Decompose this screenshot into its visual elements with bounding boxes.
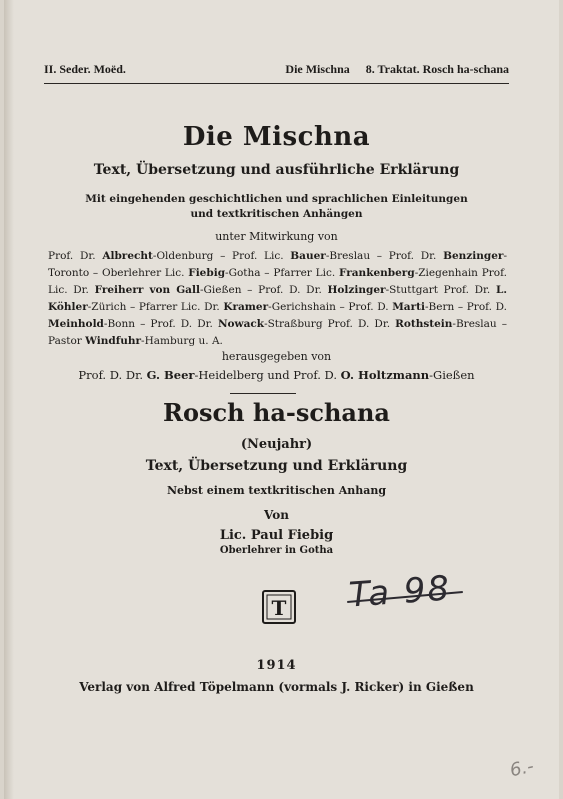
contributor-name: Nowack <box>217 318 265 330</box>
editor2-suffix: -Gießen <box>429 368 475 382</box>
volume-title: Rosch ha-schana <box>163 398 390 427</box>
publisher-line: Verlag von Alfred Töpelmann (vormals J. Ricker) in Gießen <box>79 680 474 694</box>
contributor-name: Freiherr von Gall <box>94 284 200 296</box>
series-subtitle-2 <box>34 192 519 222</box>
contributor-affiliation: -Bern – Prof. D. <box>425 301 507 313</box>
series-subtitle: Text, Übersetzung und ausführliche Erklärung <box>93 162 460 178</box>
editors-line <box>34 368 519 382</box>
pencil-price-note: 6.- <box>508 755 536 782</box>
contributor-affiliation: -Breslau – Pastor <box>48 318 508 347</box>
author-name: Lic. Paul Fiebig <box>219 528 334 543</box>
contributor-name: Bauer <box>290 250 326 262</box>
contributor-affiliation: -Oldenburg – Prof. Lic. <box>152 250 291 262</box>
contributor-affiliation: -Toronto – Oberlehrer Lic. <box>48 250 507 279</box>
editor1-name: G. Beer <box>146 368 195 382</box>
contributor-affiliation: -Hamburg u. A. <box>141 335 223 347</box>
contributor-affiliation: -Bonn – Prof. D. Dr. <box>103 318 218 330</box>
running-head-right: 8. Traktat. Rosch ha-schana <box>365 62 509 76</box>
contributor-affiliation: -Ziegenhain Prof. Lic. Dr. <box>48 267 507 296</box>
contributor-name: Meinhold <box>48 318 104 330</box>
contributor-prefix: Prof. Dr. <box>48 250 103 262</box>
author-role: Oberlehrer in Gotha <box>219 545 334 556</box>
collaboration-label: unter Mitwirkung von <box>215 230 338 243</box>
volume-subtitle: Text, Übersetzung und Erklärung <box>145 458 408 474</box>
top-rule <box>44 83 509 84</box>
contributor-name: Windfuhr <box>85 335 142 347</box>
contributor-name: Marti <box>392 301 425 313</box>
contributor-affiliation: -Stuttgart Prof. Dr. <box>385 284 496 296</box>
running-head-center: Die Mischna <box>285 62 350 76</box>
svg-text:T: T <box>271 596 287 620</box>
editor1-suffix: -Heidelberg und Prof. D. <box>194 368 341 382</box>
series-subtitle-2-line-2: und textkritischen Anhängen <box>190 208 363 220</box>
contributor-name: Frankenberg <box>338 267 415 279</box>
title-page <box>4 0 559 799</box>
contributor-name: Fiebig <box>188 267 226 279</box>
publisher-logo-icon <box>264 592 294 622</box>
handwritten-shelf-mark: Ta 98 <box>347 568 453 616</box>
contributor-affiliation: -Straßburg Prof. D. Dr. <box>264 318 396 330</box>
contributor-name: Rothstein <box>395 318 453 330</box>
contributor-name: L. Köhler <box>48 284 507 313</box>
volume-alt-title: (Neujahr) <box>240 437 313 452</box>
contributor-affiliation: -Gerichshain – Prof. D. <box>268 301 393 313</box>
by-label: Von <box>264 508 289 522</box>
contributor-affiliation: -Gotha – Pfarrer Lic. <box>225 267 339 279</box>
contributor-name: Kramer <box>223 301 269 313</box>
editor1-prefix: Prof. D. Dr. <box>78 368 147 382</box>
contributor-affiliation: -Gießen – Prof. D. Dr. <box>199 284 328 296</box>
publication-year: 1914 <box>256 658 297 673</box>
running-head <box>44 62 509 77</box>
page-edge-shadow <box>4 0 14 799</box>
series-title: Die Mischna <box>182 122 371 152</box>
contributor-affiliation: -Zürich – Pfarrer Lic. Dr. <box>87 301 224 313</box>
contributors-list <box>48 248 507 350</box>
series-subtitle-2-line-1: Mit eingehenden geschichtlichen und sprachlichen Einleitungen <box>85 193 468 205</box>
middle-rule <box>230 393 296 394</box>
editor2-name: O. Holtzmann <box>340 368 430 382</box>
running-head-right-group <box>285 62 509 77</box>
contributor-name: Benzinger <box>443 250 504 262</box>
running-head-left: II. Seder. Moëd. <box>44 62 126 76</box>
volume-subtitle-2: Nebst einem textkritischen Anhang <box>166 484 387 497</box>
contributor-affiliation: -Breslau – Prof. Dr. <box>325 250 444 262</box>
editors-label: herausgegeben von <box>221 350 332 363</box>
contributor-name: Holzinger <box>327 284 386 296</box>
contributor-name: Albrecht <box>102 250 153 262</box>
publisher-logo <box>262 590 296 624</box>
